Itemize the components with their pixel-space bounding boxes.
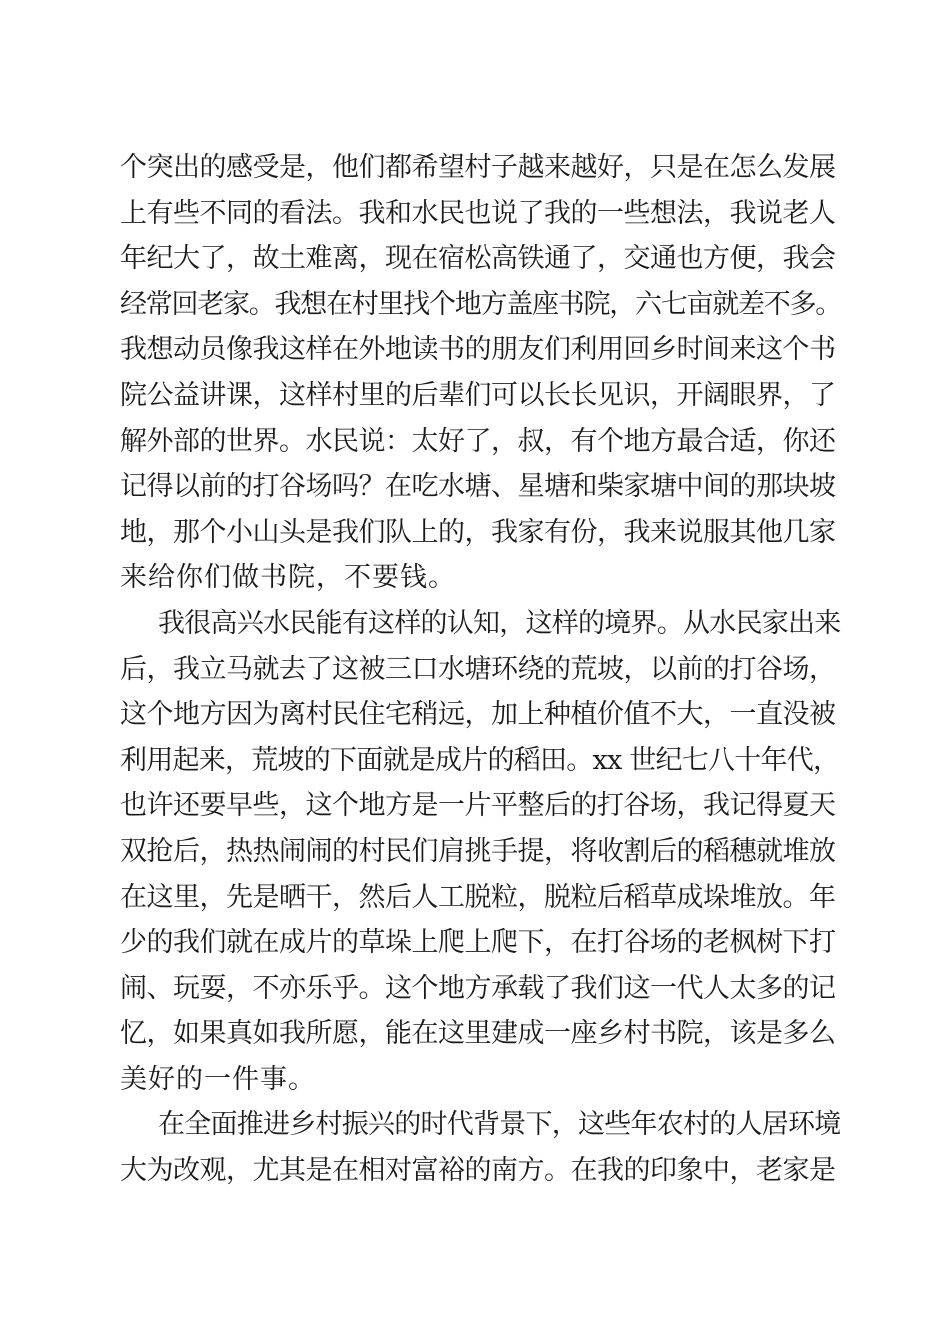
- text-line: 闹、玩耍，不亦乐乎。这个地方承载了我们这一代人太多的记: [120, 972, 836, 1004]
- text-line: 我想动员像我这样在外地读书的朋友们利用回乡时间来这个书: [120, 334, 836, 366]
- text-line: 少的我们就在成片的草垛上爬上爬下，在打谷场的老枫树下打: [120, 927, 836, 959]
- text-line: 院公益讲课，这样村里的后辈们可以长长见识，开阔眼界，了: [120, 379, 836, 411]
- text-line: 大为改观，尤其是在相对富裕的南方。在我的印象中，老家是: [120, 1155, 836, 1187]
- text-line: 年纪大了，故土难离，现在宿松高铁通了，交通也方便，我会: [120, 243, 836, 275]
- text-line: 也许还要早些，这个地方是一片平整后的打谷场，我记得夏天: [120, 790, 836, 822]
- text-line: 忆，如果真如我所愿，能在这里建成一座乡村书院，该是多么: [120, 1018, 836, 1050]
- text-line: 地，那个小山头是我们队上的，我家有份，我来说服其他几家: [120, 516, 836, 548]
- paragraph-start-line: 我很高兴水民能有这样的认知，这样的境界。从水民家出来: [158, 607, 841, 639]
- paragraph-start-line: 在全面推进乡村振兴的时代背景下，这些年农村的人居环境: [158, 1109, 841, 1141]
- text-line: 经常回老家。我想在村里找个地方盖座书院，六七亩就差不多。: [120, 288, 841, 320]
- text-line: 在这里，先是晒干，然后人工脱粒，脱粒后稻草成垛堆放。年: [120, 881, 836, 913]
- text-line: 个突出的感受是，他们都希望村子越来越好，只是在怎么发展: [120, 152, 836, 183]
- text-line: 来给你们做书院，不要钱。: [120, 562, 456, 594]
- text-line: 记得以前的打谷场吗？在吃水塘、星塘和柴家塘中间的那块坡: [120, 471, 836, 503]
- text-line: 这个地方因为离村民住宅稍远，加上种植价值不大，一直没被: [120, 699, 836, 731]
- text-line: 后，我立马就去了这被三口水塘环绕的荒坡，以前的打谷场，: [120, 653, 836, 685]
- text-line: 双抢后，热热闹闹的村民们肩挑手提，将收割后的稻穗就堆放: [120, 835, 836, 867]
- text-line: 利用起来，荒坡的下面就是成片的稻田。xx 世纪七八十年代，: [120, 744, 840, 776]
- text-line: 解外部的世界。水民说：太好了，叔，有个地方最合适，你还: [120, 425, 836, 457]
- text-line: 美好的一件事。: [120, 1063, 316, 1095]
- text-line: 上有些不同的看法。我和水民也说了我的一些想法，我说老人: [120, 197, 836, 229]
- body-text: [120, 145, 840, 1194]
